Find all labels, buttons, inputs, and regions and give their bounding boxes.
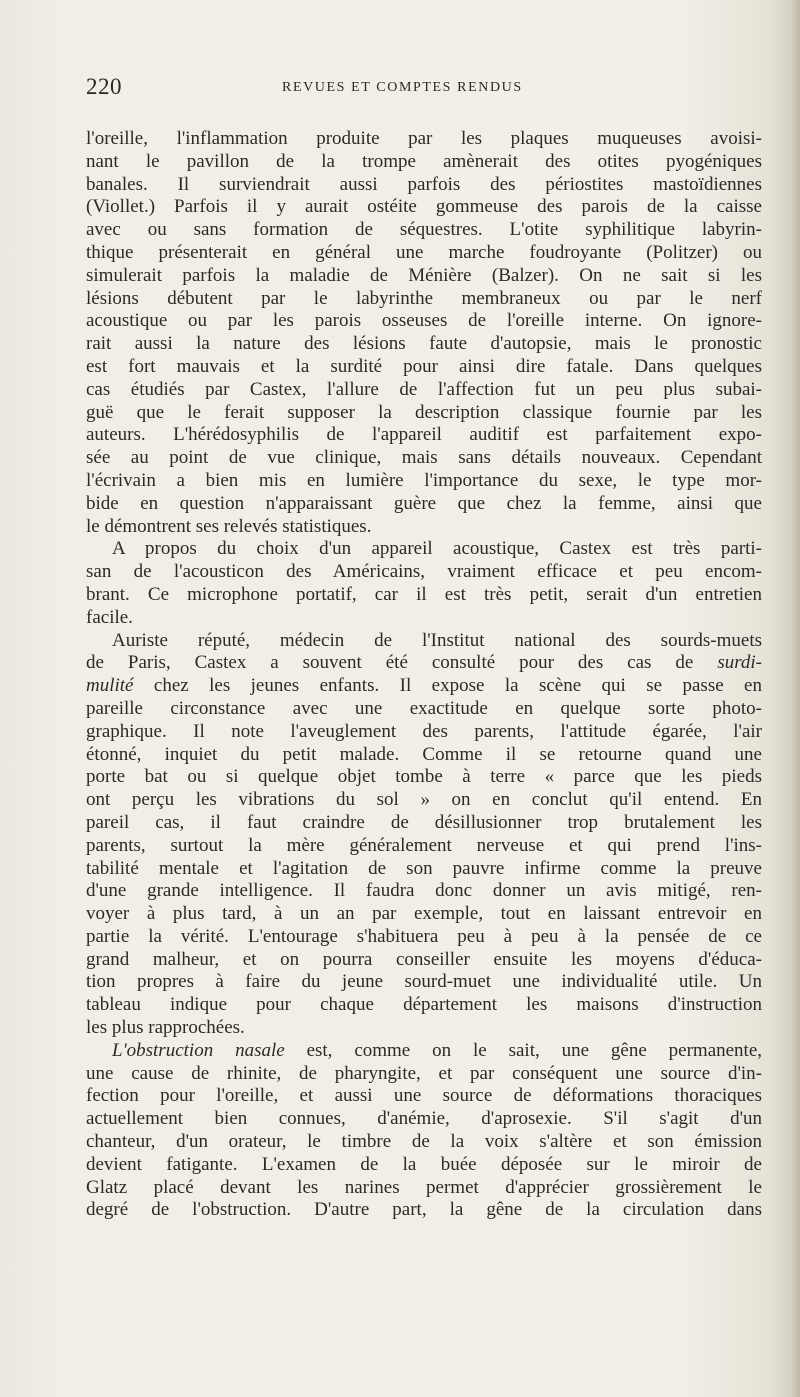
page-edge [790, 0, 800, 1397]
text-line: d'une grande intelligence. Il faudra donc donner un avis mitigé, ren- [86, 880, 762, 902]
text-line: rait aussi la nature des lésions faute d'autopsie, mais le pronostic [86, 333, 762, 355]
text-line: Auriste réputé, médecin de l'Institut national des sourds-muets [112, 629, 762, 651]
text-line: une cause de rhinite, de pharyngite, et par conséquent une source d'in- [86, 1062, 762, 1084]
italic-term: surdi- [717, 652, 762, 674]
text-line: l'oreille, l'inflammation produite par les plaques muqueuses avoisi- [86, 128, 762, 149]
text-line: grand malheur, et on pourra conseiller ensuite les moyens d'éduca- [86, 948, 762, 970]
text-line: le démontrent ses relevés statistiques. [86, 515, 372, 537]
text-line-with-italic [86, 675, 762, 698]
text-line: auteurs. L'hérédosyphilis de l'appareil auditif est parfaitement expo- [86, 424, 762, 446]
text-line: les plus rapprochées. [86, 1017, 245, 1039]
text-line: guë que le ferait supposer la description classique fournie par les [86, 401, 762, 423]
text-line: brant. Ce microphone portatif, car il est très petit, serait d'un entretien [86, 583, 762, 605]
text-line: facile. [86, 606, 133, 628]
text-line: fection pour l'oreille, et aussi une source de déformations thoraciques [86, 1085, 762, 1107]
text-line: voyer à plus tard, à un an par exemple, tout en laissant entrevoir en [86, 903, 762, 925]
running-head: REVUES ET COMPTES RENDUS [282, 80, 523, 95]
text-line: porte bat ou si quelque objet tombe à terre « parce que les pieds [86, 766, 762, 788]
text-line: pareille circonstance avec une exactitude en quelque sorte photo- [86, 697, 762, 719]
text-line: actuellement bien connues, d'anémie, d'aprosexie. S'il s'agit d'un [86, 1108, 762, 1130]
text-line-with-italic [86, 1040, 762, 1063]
text-line: ont perçu les vibrations du sol » on en conclut qu'il entend. En [86, 789, 762, 811]
text-line: thique présenterait en général une marche foudroyante (Politzer) ou [86, 241, 762, 263]
text-line: étonné, inquiet du petit malade. Comme il se retourne quand une [86, 743, 762, 765]
text-line: acoustique ou par les parois osseuses de l'oreille interne. On ignore- [86, 310, 762, 332]
text-line: graphique. Il note l'aveuglement des parents, l'attitude égarée, l'air [86, 720, 762, 742]
text-line: banales. Il surviendrait aussi parfois des périostites mastoïdiennes [86, 173, 762, 195]
text-line: (Viollet.) Parfois il y aurait ostéite gommeuse des parois de la caisse [86, 196, 762, 218]
text-line: degré de l'obstruction. D'autre part, la gêne de la circulation dans [86, 1199, 762, 1221]
text-line: partie la vérité. L'entourage s'habituera peu à peu à la pensée de ce [86, 925, 762, 947]
text-line-part: mulité chez les jeunes enfants. Il expose la scène qui se passe en [86, 675, 762, 697]
page-header [86, 74, 762, 110]
text-line: lésions débutent par le labyrinthe membraneux ou par le nerf [86, 287, 762, 309]
text-line: parents, surtout la mère généralement nerveuse et qui prend l'ins- [86, 834, 762, 856]
text-line: est fort mauvais et la surdité pour ainsi dire fatale. Dans quelques [86, 355, 762, 377]
text-line: l'écrivain a bien mis en lumière l'importance du sexe, le type mor- [86, 469, 762, 491]
text-line: bide en question n'apparaissant guère que chez la femme, ainsi que [86, 492, 762, 514]
body-text [86, 128, 762, 1222]
text-line: nant le pavillon de la trompe amènerait des otites pyogéniques [86, 150, 762, 172]
text-line: sée au point de vue clinique, mais sans détails nouveaux. Cependant [86, 447, 762, 469]
text-line: cas étudiés par Castex, l'allure de l'affection fut un peu plus subai- [86, 378, 762, 400]
text-line-part: de Paris, Castex a souvent été consulté pour des cas de [86, 652, 694, 674]
text-line: Glatz placé devant les narines permet d'apprécier grossièrement le [86, 1176, 762, 1198]
italic-term: L'obstruction nasale [112, 1039, 285, 1061]
text-line: tion propres à faire du jeune sourd-muet une individualité utile. Un [86, 971, 762, 993]
page-number: 220 [86, 74, 122, 99]
text-line: avec ou sans formation de séquestres. L'otite syphilitique labyrin- [86, 219, 762, 241]
text-line: san de l'acousticon des Américains, vraiment efficace et peu encom- [86, 561, 762, 583]
text-line: A propos du choix d'un appareil acoustique, Castex est très parti- [112, 538, 762, 560]
text-line: tabilité mentale et l'agitation de son pauvre infirme comme la preuve [86, 857, 762, 879]
text-line-part: est, comme on le sait, une gêne permanente, [306, 1039, 762, 1061]
text-line: pareil cas, il faut craindre de désillusionner trop brutalement les [86, 811, 762, 833]
text-line: simulerait parfois la maladie de Ménière (Balzer). On ne sait si les [86, 264, 762, 286]
text-line: chanteur, d'un orateur, le timbre de la voix s'altère et son émission [86, 1131, 762, 1153]
text-line-with-italic [86, 652, 762, 675]
text-line: devient fatigante. L'examen de la buée déposée sur le miroir de [86, 1153, 762, 1175]
italic-term: mulité [86, 675, 134, 697]
text-line: tableau indique pour chaque département les maisons d'instruction [86, 994, 762, 1016]
